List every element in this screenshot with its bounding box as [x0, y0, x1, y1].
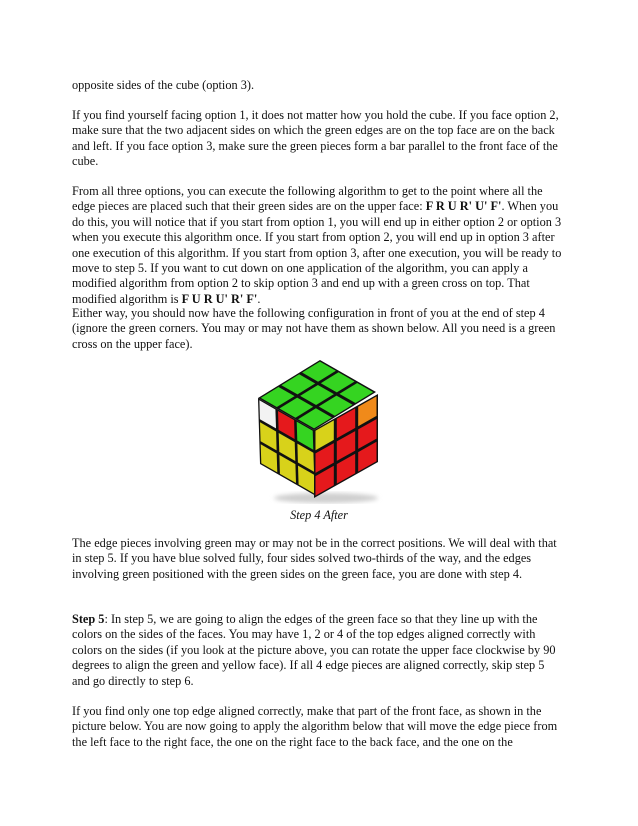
paragraph-configuration: Either way, you should now have the following configuration in front of you at the end of step 4 (ignore the green corners. You may or may not have them as shown below. All you need is a green cross on the upper face).	[72, 306, 556, 351]
paragraph-edge-pieces: The edge pieces involving green may or may not be in the correct positions. We will deal with that in step 5. If you have blue solved fully, four sides solved two-thirds of the way, and the edges involving green positioned with the green sides on the green face, you are done with step 4.	[72, 536, 557, 581]
text-run: .	[257, 291, 261, 306]
paragraph-one-edge: If you find only one top edge aligned correctly, make that part of the front face, as shown in the picture below. You are now going to apply the algorithm below that will move the edge piece from the left face to the right face, the one on the right face to the back face, and the one on the	[72, 704, 558, 749]
paragraph-intro: opposite sides of the cube (option 3).	[72, 78, 255, 92]
figure-caption: Step 4 After	[290, 508, 348, 522]
algorithm-1: F R U R' U' F'	[425, 199, 502, 214]
cube-figure	[250, 356, 390, 504]
step-label: Step 5	[72, 612, 105, 626]
text-run: From all three options, you can execute the following algorithm to get to the point where all the edge pieces are placed such that their green sides are on the upper face:	[72, 184, 543, 214]
text-run: . When you do this, you will notice that if you start from option 1, you will end up in either option 2 or option 3 when you execute this algorithm once. If you start from option 2, you will end up in option 3 after one execution of this algorithm. If you start from option 3, after one execution, you will be ready to move to step 5. If you want to cut down on one application of the algorithm, you can apply a modified algorithm from option 2 to skip option 3 and end up with a green cross on top. That modified algorithm is	[72, 199, 562, 306]
algorithm-2: F U R U' R' F'	[181, 291, 258, 306]
paragraph-algorithm	[72, 184, 564, 307]
rubiks-cube-image	[250, 356, 390, 504]
paragraph-options: If you find yourself facing option 1, it does not matter how you hold the cube. If you face option 2, make sure that the two adjacent sides on which the green edges are on the top face are on the back and left. If you face option 3, make sure the green pieces form a bar parallel to the front face of the cube.	[72, 108, 559, 169]
paragraph-step5	[72, 612, 564, 689]
text-run: : In step 5, we are going to align the edges of the green face so that they line up with the colors on the sides of the faces. You may have 1, 2 or 4 of the top edges aligned correctly with colors on the sides (if you look at the picture above, you can rotate the upper face clockwise by 90 degrees to align the green and yellow face). If all 4 edge pieces are aligned correctly, skip step 5 and go directly to step 6.	[72, 612, 556, 688]
cube-shape	[258, 360, 378, 498]
